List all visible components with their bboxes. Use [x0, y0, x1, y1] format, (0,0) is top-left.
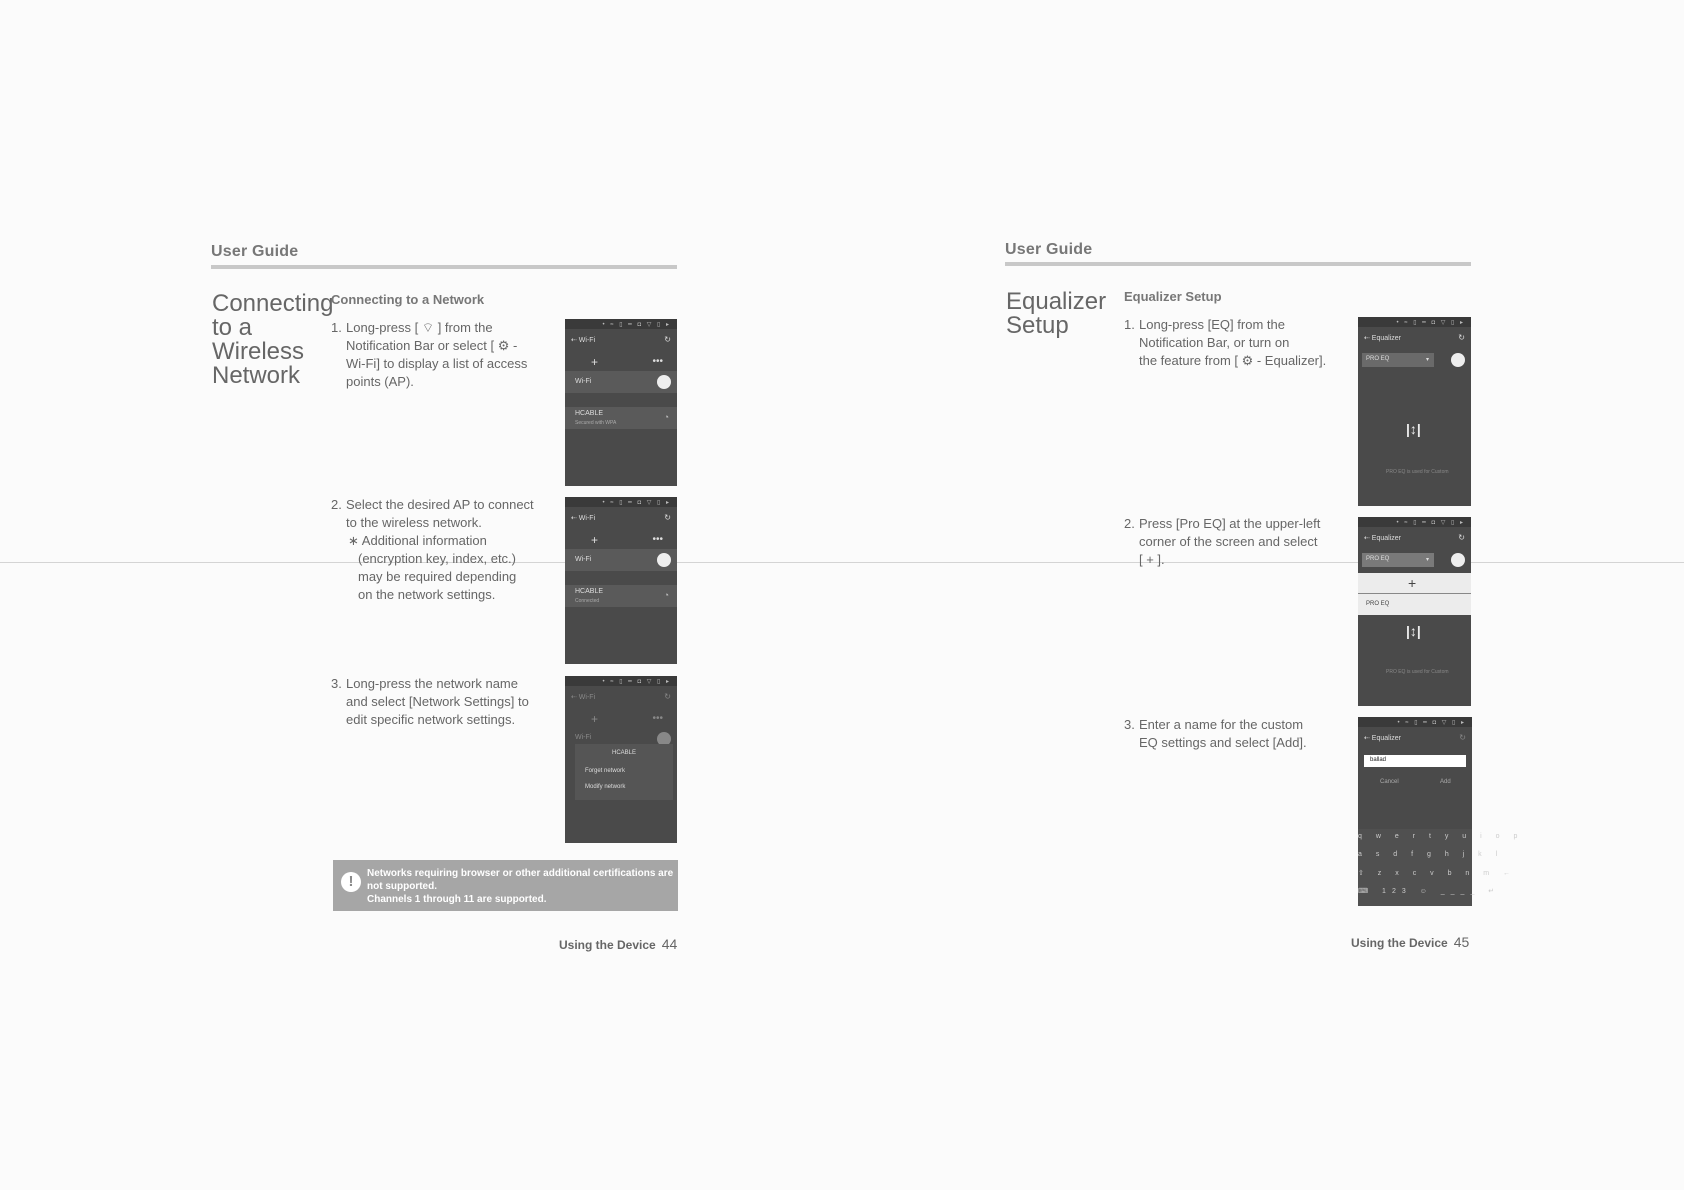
chevron-down-icon: ▾	[1425, 357, 1429, 363]
right-page-header: User Guide	[1005, 241, 1093, 258]
screen-header: ⇠ Equalizer	[1364, 735, 1401, 742]
left-page-header: User Guide	[211, 243, 299, 260]
more-icon: •••	[652, 713, 663, 724]
equalizer-screenshot-3: • ≈ ▯ ━ ◘ ▽ ▯ ▸ ⇠ Equalizer ↻ ballad Cancel Add q w e r t y u i o p a s d f g h j k l ⇧ z x c v b n m ← ⌨ 123 ☺ ____ ↵	[1358, 717, 1472, 906]
left-subheading: Connecting to a Network	[331, 292, 485, 307]
more-icon: •••	[652, 356, 663, 367]
left-step-2-note: ∗ Additional information (encryption key, index, etc.) may be required depending on the network settings.	[348, 533, 517, 602]
screen-header: ⇠ Wi-Fi	[571, 337, 596, 344]
refresh-icon: ↻	[664, 513, 671, 522]
left-step-3: 3. Long-press the network name and select [Network Settings] to edit specific network settings.	[331, 676, 529, 727]
chevron-down-icon: ▾	[1425, 557, 1429, 563]
wifi-icon: ◔	[663, 590, 669, 600]
refresh-icon: ↻	[1458, 333, 1465, 342]
more-icon: •••	[652, 534, 663, 545]
screen-header: ⇠ Wi-Fi	[571, 694, 596, 701]
right-header-rule	[1005, 262, 1471, 266]
title-line: Setup	[1006, 312, 1069, 339]
right-step-3: 3. Enter a name for the custom EQ settings and select [Add].	[1124, 717, 1307, 750]
network-context-menu: HCABLE Forget network Modify network	[575, 744, 673, 800]
right-subheading: Equalizer Setup	[1124, 289, 1222, 304]
right-step-1: 1. Long-press [EQ] from the Notification Bar, or turn on the feature from [ ⚙ - Equalizer].	[1124, 317, 1327, 368]
add-icon: +	[591, 533, 599, 547]
right-step-2: 2. Press [Pro EQ] at the upper-left corner of the screen and select [ + ].	[1124, 516, 1321, 567]
screen-header: ⇠ Wi-Fi	[571, 515, 596, 522]
left-step-1: 1. Long-press [ ⌔ ] from the Notification Bar or select [ ⚙ - Wi-Fi] to display a list of access points (AP).	[331, 320, 528, 389]
title-line: Network	[212, 362, 301, 389]
screen-header: ⇠ Equalizer	[1364, 535, 1401, 542]
note-box: ! Networks requiring browser or other additional certifications are not supported. Channels 1 through 11 are supported.	[333, 860, 678, 911]
left-section-title	[212, 292, 333, 388]
pro-eq-popup: + PRO EQ	[1358, 573, 1471, 615]
on-screen-keyboard: q w e r t y u i o p a s d f g h j k l ⇧ z x c v b n m ← ⌨ 123 ☺ ____ ↵	[1358, 829, 1472, 906]
add-icon: +	[591, 355, 599, 369]
right-section-title	[1006, 290, 1106, 338]
wifi-icon: ◔	[663, 412, 669, 422]
pro-eq-dropdown: PRO EQ ▾	[1362, 353, 1434, 367]
equalizer-icon: |↕|	[1406, 623, 1421, 639]
toggle-icon	[657, 375, 671, 389]
page-number: 45	[1453, 934, 1470, 950]
add-icon: +	[591, 712, 599, 726]
left-page-footer: Using the Device 44	[559, 936, 678, 952]
equalizer-screenshot-2: • ≈ ▯ ━ ◘ ▽ ▯ ▸ ⇠ Equalizer ↻ PRO EQ ▾ + PRO EQ |↕| PRO EQ is used for Custom	[1358, 517, 1471, 706]
toggle-icon	[657, 553, 671, 567]
refresh-icon: ↻	[664, 692, 671, 701]
add-icon: +	[1408, 575, 1417, 591]
add-button: Add	[1440, 779, 1451, 785]
toggle-icon	[1451, 553, 1465, 567]
title-line: to a	[212, 314, 253, 341]
wifi-screenshot-1: • ≈ ▯ ━ ◘ ▽ ▯ ▸ ⇠ Wi-Fi ↻ + ••• Wi-Fi HCABLE Secured with WPA ◔	[565, 319, 677, 486]
wifi-toggle-row: Wi-Fi	[565, 371, 677, 393]
wifi-screenshot-2: • ≈ ▯ ━ ◘ ▽ ▯ ▸ ⇠ Wi-Fi ↻ + ••• Wi-Fi HCABLE Connected ◔	[565, 497, 677, 664]
alert-icon: !	[341, 872, 361, 892]
equalizer-icon: |↕|	[1406, 421, 1421, 437]
page-number: 44	[661, 936, 678, 952]
equalizer-screenshot-1: • ≈ ▯ ━ ◘ ▽ ▯ ▸ ⇠ Equalizer ↻ PRO EQ ▾ |↕| PRO EQ is used for Custom	[1358, 317, 1471, 506]
refresh-icon: ↻	[1459, 733, 1466, 742]
screen-header: ⇠ Equalizer	[1364, 335, 1401, 342]
network-row: HCABLE Secured with WPA ◔	[565, 407, 677, 429]
refresh-icon: ↻	[664, 335, 671, 344]
network-row: HCABLE Connected ◔	[565, 585, 677, 607]
refresh-icon: ↻	[1458, 533, 1465, 542]
wifi-toggle-row: Wi-Fi	[565, 549, 677, 571]
title-line: Connecting	[212, 290, 334, 317]
left-header-rule	[211, 265, 677, 269]
title-line: Wireless	[212, 338, 305, 365]
eq-name-input: ballad	[1364, 755, 1466, 767]
right-page-footer: Using the Device 45	[1351, 934, 1470, 950]
cancel-button: Cancel	[1380, 779, 1399, 785]
toggle-icon	[1451, 353, 1465, 367]
wifi-screenshot-3: • ≈ ▯ ━ ◘ ▽ ▯ ▸ ⇠ Wi-Fi ↻ + ••• Wi-Fi HCABLE Forget network Modify network	[565, 676, 677, 843]
pro-eq-dropdown: PRO EQ ▾	[1362, 553, 1434, 567]
left-step-2: 2. Select the desired AP to connect to the wireless network.	[331, 497, 534, 530]
title-line: Equalizer	[1006, 288, 1107, 315]
